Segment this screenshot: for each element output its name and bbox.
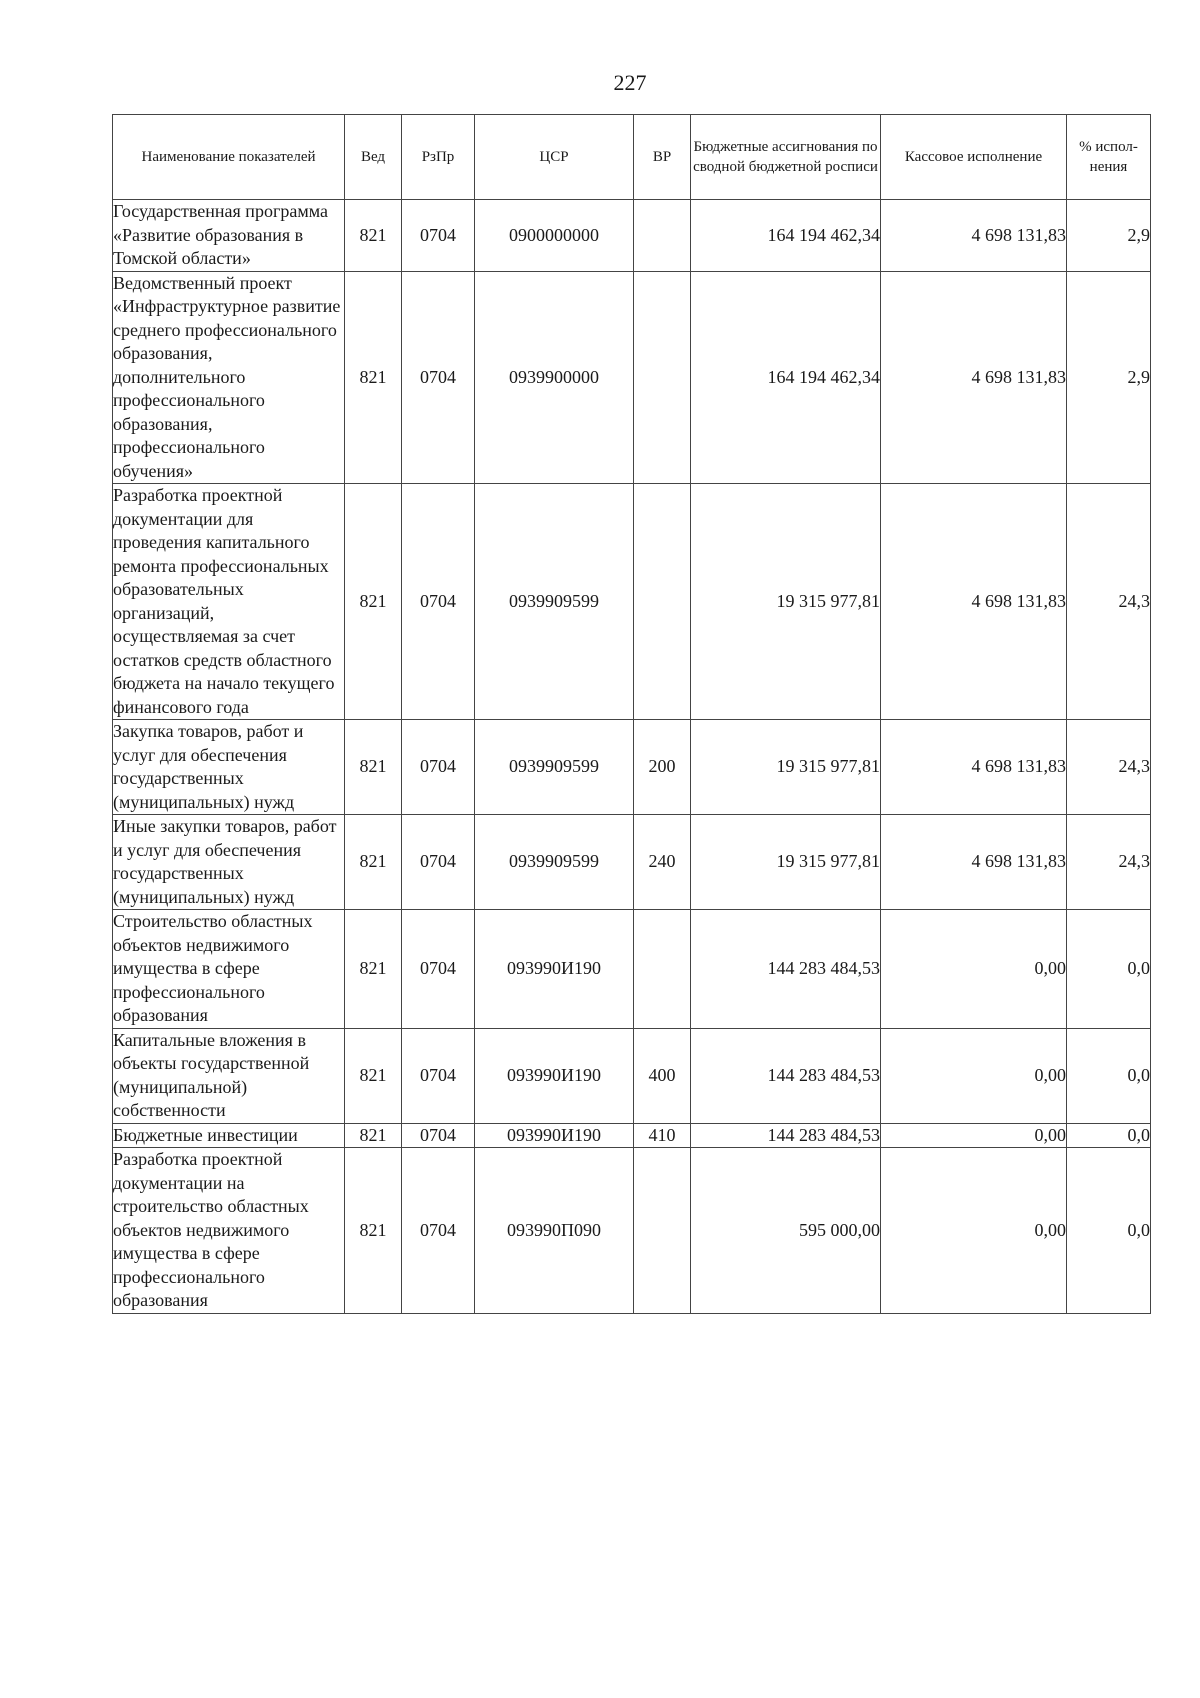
row-percent: 0,0 (1067, 1148, 1151, 1314)
row-execution: 0,00 (881, 910, 1067, 1029)
row-rzpr: 0704 (402, 484, 475, 720)
row-execution: 4 698 131,83 (881, 271, 1067, 484)
row-csr: 0939909599 (475, 484, 634, 720)
row-execution: 4 698 131,83 (881, 815, 1067, 910)
table-row (113, 910, 1151, 1029)
table-row (113, 815, 1151, 910)
row-allocations: 595 000,00 (691, 1148, 881, 1314)
row-name: Капитальные вложения в объекты государственной (муниципальной) собственности (113, 1028, 345, 1123)
header-csr: ЦСР (475, 115, 634, 200)
page-number: 227 (613, 70, 647, 95)
header-execution: Кассовое исполнение (881, 115, 1067, 200)
row-ved: 821 (345, 1028, 402, 1123)
row-percent: 0,0 (1067, 1123, 1151, 1148)
row-vr: 240 (634, 815, 691, 910)
row-rzpr: 0704 (402, 200, 475, 272)
row-name: Строительство областных объектов недвижимого имущества в сфере профессионального образования (113, 910, 345, 1029)
row-ved: 821 (345, 484, 402, 720)
row-ved: 821 (345, 910, 402, 1029)
row-vr: 410 (634, 1123, 691, 1148)
row-name: Разработка проектной документации на строительство областных объектов недвижимого имущества в сфере профессионального образования (113, 1148, 345, 1314)
row-rzpr: 0704 (402, 815, 475, 910)
row-percent: 0,0 (1067, 910, 1151, 1029)
header-allocations: Бюджетные ассигнования по сводной бюджетной росписи (691, 115, 881, 200)
table-row (113, 720, 1151, 815)
header-vr: ВР (634, 115, 691, 200)
row-csr: 093990И190 (475, 1028, 634, 1123)
row-execution: 0,00 (881, 1028, 1067, 1123)
row-allocations: 144 283 484,53 (691, 910, 881, 1029)
header-rzpr: РзПр (402, 115, 475, 200)
row-execution: 0,00 (881, 1148, 1067, 1314)
row-percent: 0,0 (1067, 1028, 1151, 1123)
row-vr (634, 200, 691, 272)
table-row (113, 1148, 1151, 1314)
header-ved: Вед (345, 115, 402, 200)
row-name: Разработка проектной документации для проведения капитального ремонта профессиональных образовательных организаций, осуществляемая за счет остатков средств областного бюджета на начало текущего финансового года (113, 484, 345, 720)
table-row (113, 1028, 1151, 1123)
row-percent: 24,3 (1067, 815, 1151, 910)
header-percent: % испол-нения (1067, 115, 1151, 200)
row-execution: 4 698 131,83 (881, 200, 1067, 272)
row-allocations: 144 283 484,53 (691, 1123, 881, 1148)
row-name: Иные закупки товаров, работ и услуг для обеспечения государственных (муниципальных) нужд (113, 815, 345, 910)
row-percent: 2,9 (1067, 200, 1151, 272)
row-csr: 093990И190 (475, 1123, 634, 1148)
table-row (113, 1123, 1151, 1148)
row-allocations: 19 315 977,81 (691, 484, 881, 720)
row-allocations: 19 315 977,81 (691, 720, 881, 815)
row-percent: 24,3 (1067, 484, 1151, 720)
row-vr: 200 (634, 720, 691, 815)
row-ved: 821 (345, 200, 402, 272)
row-csr: 0939900000 (475, 271, 634, 484)
table-row (113, 484, 1151, 720)
row-name: Государственная программа «Развитие образования в Томской области» (113, 200, 345, 272)
row-rzpr: 0704 (402, 271, 475, 484)
row-ved: 821 (345, 815, 402, 910)
row-allocations: 144 283 484,53 (691, 1028, 881, 1123)
row-rzpr: 0704 (402, 720, 475, 815)
row-execution: 0,00 (881, 1123, 1067, 1148)
row-percent: 2,9 (1067, 271, 1151, 484)
row-ved: 821 (345, 271, 402, 484)
row-csr: 093990И190 (475, 910, 634, 1029)
row-csr: 0939909599 (475, 815, 634, 910)
row-ved: 821 (345, 720, 402, 815)
table-row (113, 200, 1151, 272)
row-csr: 093990П090 (475, 1148, 634, 1314)
row-percent: 24,3 (1067, 720, 1151, 815)
row-ved: 821 (345, 1123, 402, 1148)
row-allocations: 164 194 462,34 (691, 271, 881, 484)
row-rzpr: 0704 (402, 1148, 475, 1314)
row-name: Ведомственный проект «Инфраструктурное развитие среднего профессионального образования, дополнительного профессионального образования, профессионального обучения» (113, 271, 345, 484)
header-name: Наименование показателей (113, 115, 345, 200)
row-ved: 821 (345, 1148, 402, 1314)
table-row (113, 271, 1151, 484)
row-name: Бюджетные инвестиции (113, 1123, 345, 1148)
row-vr (634, 1148, 691, 1314)
table-header-row (113, 115, 1151, 200)
row-csr: 0900000000 (475, 200, 634, 272)
row-vr (634, 910, 691, 1029)
row-allocations: 19 315 977,81 (691, 815, 881, 910)
row-rzpr: 0704 (402, 1123, 475, 1148)
budget-table (112, 114, 1151, 1314)
row-name: Закупка товаров, работ и услуг для обеспечения государственных (муниципальных) нужд (113, 720, 345, 815)
row-vr (634, 484, 691, 720)
row-allocations: 164 194 462,34 (691, 200, 881, 272)
row-rzpr: 0704 (402, 910, 475, 1029)
row-rzpr: 0704 (402, 1028, 475, 1123)
row-vr: 400 (634, 1028, 691, 1123)
row-execution: 4 698 131,83 (881, 484, 1067, 720)
row-vr (634, 271, 691, 484)
row-csr: 0939909599 (475, 720, 634, 815)
row-execution: 4 698 131,83 (881, 720, 1067, 815)
